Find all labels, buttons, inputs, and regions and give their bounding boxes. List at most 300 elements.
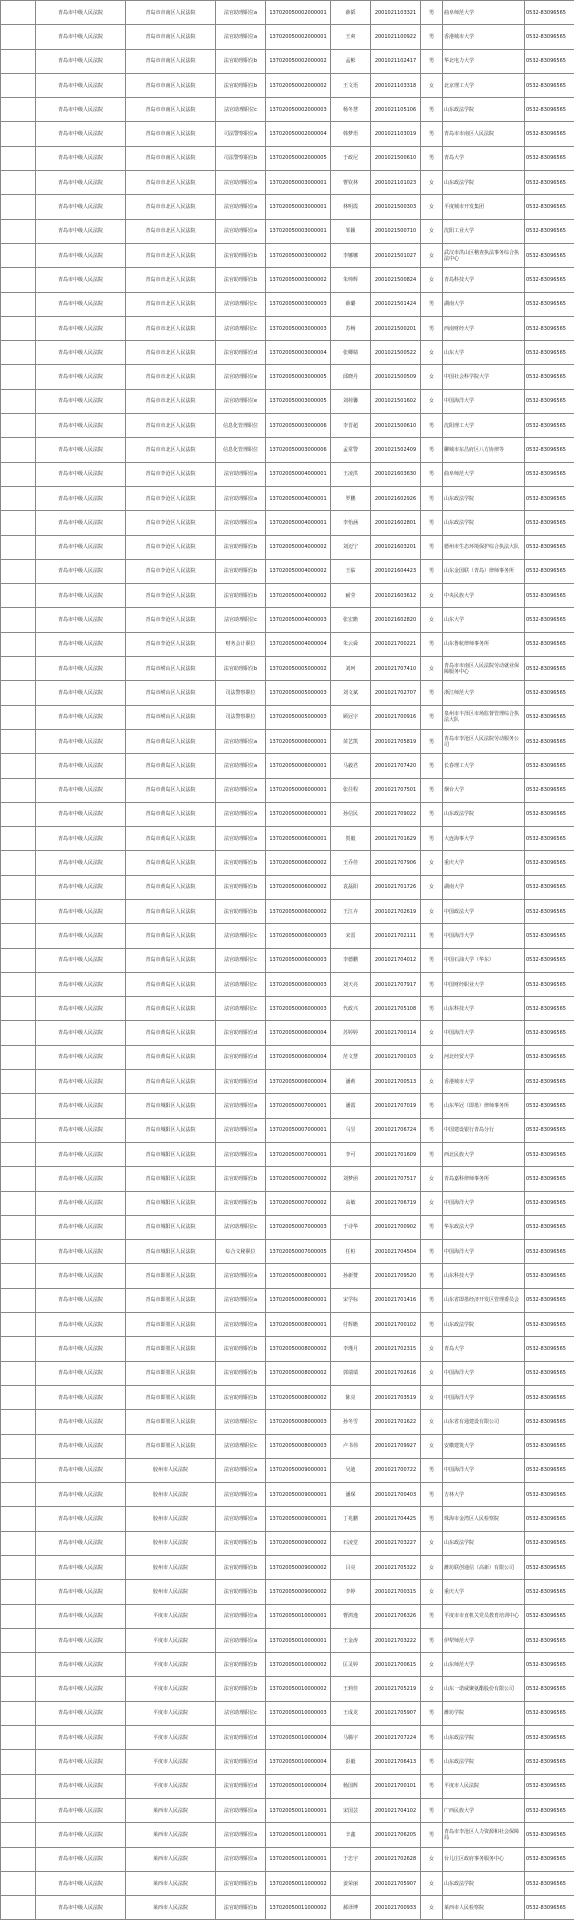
cell-position-name: 司法警察职位a (216, 122, 266, 146)
cell-court-org: 青岛市中级人民法院 (36, 1313, 126, 1337)
cell-position-code: 137020050006000004 (266, 1045, 331, 1069)
cell-contact-phone: 0532-83096565 (525, 778, 574, 802)
cell-position-name: 法官助理职位a (216, 219, 266, 243)
cell-school-employer: 山东一诺威聚氨酯股份有限公司 (443, 1677, 525, 1701)
cell-position-name: 法官助理职位a (216, 1604, 266, 1628)
cell-court-name: 青岛市城阳区人民法院 (126, 1191, 216, 1215)
cell-gender: 男 (421, 1774, 443, 1798)
cell-candidate-name: 马腾宇 (331, 1726, 371, 1750)
cell-blank (1, 1410, 36, 1434)
table-row (1, 1701, 574, 1725)
cell-exam-number: 2001021703519 (371, 1385, 421, 1409)
table-row (1, 49, 574, 73)
cell-court-name: 平度市人民法院 (126, 1604, 216, 1628)
cell-candidate-name: 刘文斌 (331, 681, 371, 705)
cell-court-org: 青岛市中级人民法院 (36, 1215, 126, 1239)
cell-contact-phone: 0532-83096565 (525, 1240, 574, 1264)
cell-blank (1, 1483, 36, 1507)
cell-position-name: 法官助理职位b (216, 1896, 266, 1920)
cell-candidate-name: 郭瑞瑞 (331, 1361, 371, 1385)
cell-candidate-name: 张茌程 (331, 778, 371, 802)
cell-exam-number: 2001021704102 (371, 1798, 421, 1822)
cell-school-employer: 烟台大学 (443, 778, 525, 802)
cell-exam-number: 2001021705219 (371, 1677, 421, 1701)
cell-blank (1, 1750, 36, 1774)
cell-contact-phone: 0532-83096565 (525, 195, 574, 219)
cell-position-name: 法官助理职位d (216, 341, 266, 365)
cell-school-employer: 武汉市洪山区稽查执法事务综合执法中心 (443, 243, 525, 267)
table-row (1, 1, 574, 25)
cell-candidate-name: 刘荷馨 (331, 389, 371, 413)
table-row (1, 1531, 574, 1555)
cell-position-name: 司法警察职位b (216, 146, 266, 170)
cell-blank (1, 1871, 36, 1895)
cell-court-name: 青岛市市北区人民法院 (126, 243, 216, 267)
cell-position-name: 法官助理职位c (216, 997, 266, 1021)
table-row (1, 875, 574, 899)
cell-blank (1, 559, 36, 583)
cell-gender: 男 (421, 1798, 443, 1822)
cell-exam-number: 2001021500509 (371, 365, 421, 389)
cell-gender: 女 (421, 219, 443, 243)
cell-candidate-name: 朱云舜 (331, 632, 371, 656)
cell-candidate-name: 宋国芸 (331, 1798, 371, 1822)
cell-court-org: 青岛市中级人民法院 (36, 1094, 126, 1118)
cell-position-name: 法官助理职位a (216, 171, 266, 195)
cell-exam-number: 2001021500201 (371, 316, 421, 340)
cell-court-name: 青岛市城阳区人民法院 (126, 1167, 216, 1191)
cell-court-org: 青岛市中级人民法院 (36, 972, 126, 996)
cell-school-employer: 平度城市开发集团 (443, 195, 525, 219)
cell-blank (1, 1896, 36, 1920)
cell-school-employer: 聊城市东昌府区八方协律等 (443, 438, 525, 462)
table-row (1, 1871, 574, 1895)
cell-court-name: 青岛市市北区人民法院 (126, 268, 216, 292)
table-row (1, 778, 574, 802)
cell-court-name: 胶州市人民法院 (126, 1580, 216, 1604)
cell-position-name: 法官助理职位b (216, 49, 266, 73)
cell-blank (1, 899, 36, 923)
cell-gender: 男 (421, 729, 443, 753)
table-row (1, 1045, 574, 1069)
cell-exam-number: 2001021702315 (371, 1337, 421, 1361)
cell-position-code: 137020050006000004 (266, 1070, 331, 1094)
table-row (1, 1385, 574, 1409)
cell-position-name: 法官助理职位a (216, 1264, 266, 1288)
cell-exam-number: 2001021603612 (371, 584, 421, 608)
cell-position-name: 法官助理职位a (216, 1458, 266, 1482)
cell-gender: 男 (421, 122, 443, 146)
cell-exam-number: 2001021700103 (371, 1045, 421, 1069)
cell-exam-number: 2001021707501 (371, 778, 421, 802)
cell-position-name: 法官助理职位a (216, 729, 266, 753)
cell-exam-number: 2001021703227 (371, 1531, 421, 1555)
cell-contact-phone: 0532-83096565 (525, 705, 574, 729)
cell-exam-number: 2001021501602 (371, 389, 421, 413)
cell-position-code: 137020050006000003 (266, 997, 331, 1021)
cell-blank (1, 1434, 36, 1458)
cell-position-code: 137020050006000001 (266, 754, 331, 778)
cell-exam-number: 2001021706413 (371, 1750, 421, 1774)
cell-school-employer: 山东科技大学 (443, 997, 525, 1021)
cell-position-name: 法官助理职位d (216, 1750, 266, 1774)
cell-exam-number: 2001021707420 (371, 754, 421, 778)
cell-gender: 男 (421, 1604, 443, 1628)
cell-position-code: 137020050010000001 (266, 1628, 331, 1652)
cell-contact-phone: 0532-83096565 (525, 997, 574, 1021)
cell-position-name: 法官助理职位c (216, 1434, 266, 1458)
cell-school-employer: 山东大学 (443, 341, 525, 365)
cell-gender: 女 (421, 341, 443, 365)
cell-gender: 女 (421, 389, 443, 413)
cell-exam-number: 2001021701726 (371, 875, 421, 899)
cell-candidate-name: 刘梦函 (331, 1167, 371, 1191)
table-row (1, 414, 574, 438)
cell-court-org: 青岛市中级人民法院 (36, 1434, 126, 1458)
cell-candidate-name: 丁兆鹏 (331, 1507, 371, 1531)
cell-court-name: 平度市人民法院 (126, 1750, 216, 1774)
cell-court-org: 青岛市中级人民法院 (36, 171, 126, 195)
cell-position-code: 137020050009000001 (266, 1483, 331, 1507)
cell-court-org: 青岛市中级人民法院 (36, 632, 126, 656)
cell-school-employer: 安徽建筑大学 (443, 1434, 525, 1458)
cell-blank (1, 681, 36, 705)
cell-gender: 女 (421, 1410, 443, 1434)
cell-blank (1, 1021, 36, 1045)
cell-court-name: 青岛市李沧区人民法院 (126, 584, 216, 608)
cell-candidate-name: 潘霞 (331, 1094, 371, 1118)
cell-exam-number: 2001021701609 (371, 1142, 421, 1166)
cell-position-code: 137020050010000003 (266, 1701, 331, 1725)
table-row (1, 1264, 574, 1288)
cell-exam-number: 2001021706724 (371, 1118, 421, 1142)
cell-court-name: 平度市人民法院 (126, 1774, 216, 1798)
cell-court-org: 青岛市中级人民法院 (36, 1, 126, 25)
cell-position-code: 137020050007000002 (266, 1191, 331, 1215)
cell-position-name: 法官助理职位a (216, 1847, 266, 1871)
cell-contact-phone: 0532-83096565 (525, 1677, 574, 1701)
cell-position-code: 137020050003000001 (266, 219, 331, 243)
cell-position-code: 137020050011000001 (266, 1847, 331, 1871)
cell-position-name: 法官助理职位e (216, 389, 266, 413)
cell-school-employer: 华东政法大学 (443, 1215, 525, 1239)
cell-position-code: 137020050008000002 (266, 1385, 331, 1409)
table-row (1, 1896, 574, 1920)
cell-court-org: 青岛市中级人民法院 (36, 535, 126, 559)
cell-court-org: 青岛市中级人民法院 (36, 1580, 126, 1604)
table-row (1, 1556, 574, 1580)
cell-blank (1, 1774, 36, 1798)
cell-school-employer: 山东政法学院 (443, 1531, 525, 1555)
table-row (1, 1313, 574, 1337)
table-row (1, 511, 574, 535)
cell-position-name: 法官助理职位a (216, 754, 266, 778)
cell-court-name: 青岛市李沧区人民法院 (126, 535, 216, 559)
cell-exam-number: 2001021700315 (371, 1580, 421, 1604)
table-row (1, 827, 574, 851)
cell-court-org: 青岛市中级人民法院 (36, 997, 126, 1021)
cell-gender: 男 (421, 559, 443, 583)
cell-position-name: 法官助理职位a (216, 802, 266, 826)
cell-candidate-name: 薛韬 (331, 1, 371, 25)
cell-gender: 女 (421, 1677, 443, 1701)
cell-court-name: 青岛市黄岛区人民法院 (126, 1021, 216, 1045)
cell-candidate-name: 卢书伟 (331, 1434, 371, 1458)
cell-blank (1, 972, 36, 996)
cell-court-name: 青岛市市南区人民法院 (126, 73, 216, 97)
cell-court-name: 青岛市即墨区人民法院 (126, 1385, 216, 1409)
cell-contact-phone: 0532-83096565 (525, 1288, 574, 1312)
cell-gender: 女 (421, 1021, 443, 1045)
cell-court-org: 青岛市中级人民法院 (36, 1798, 126, 1822)
cell-contact-phone: 0532-83096565 (525, 1531, 574, 1555)
cell-position-code: 137020050007000001 (266, 1142, 331, 1166)
cell-court-name: 青岛市黄岛区人民法院 (126, 827, 216, 851)
cell-gender: 女 (421, 1556, 443, 1580)
cell-position-name: 法官助理职位a (216, 1094, 266, 1118)
table-row (1, 997, 574, 1021)
cell-school-employer: 河北经贸大学 (443, 1045, 525, 1069)
cell-position-code: 137020050008000002 (266, 1361, 331, 1385)
cell-candidate-name: 宋雷 (331, 924, 371, 948)
cell-blank (1, 1798, 36, 1822)
table-row (1, 1580, 574, 1604)
cell-school-employer: 山东政法学院 (443, 486, 525, 510)
cell-court-name: 青岛市黄岛区人民法院 (126, 924, 216, 948)
cell-position-name: 法官助理职位b (216, 1871, 266, 1895)
cell-position-code: 137020050003000003 (266, 292, 331, 316)
cell-contact-phone: 0532-83096565 (525, 972, 574, 996)
cell-blank (1, 219, 36, 243)
cell-school-employer: 山东政法学院 (443, 1871, 525, 1895)
cell-position-code: 137020050003000005 (266, 389, 331, 413)
cell-position-code: 137020050010000004 (266, 1726, 331, 1750)
cell-candidate-name: 刘珂 (331, 657, 371, 681)
cell-gender: 男 (421, 1483, 443, 1507)
cell-position-name: 法官助理职位e (216, 365, 266, 389)
cell-school-employer: 湖南大学 (443, 292, 525, 316)
cell-court-name: 青岛市市北区人民法院 (126, 316, 216, 340)
table-row (1, 1458, 574, 1482)
table-row (1, 1361, 574, 1385)
cell-position-code: 137020050009000002 (266, 1556, 331, 1580)
cell-candidate-name: 吴迪 (331, 1458, 371, 1482)
cell-contact-phone: 0532-83096565 (525, 1361, 574, 1385)
cell-school-employer: 莱西市人民检察院 (443, 1896, 525, 1920)
cell-position-code: 137020050004000001 (266, 462, 331, 486)
table-row (1, 341, 574, 365)
cell-contact-phone: 0532-83096565 (525, 1215, 574, 1239)
cell-exam-number: 2001021707906 (371, 851, 421, 875)
cell-exam-number: 2001021101023 (371, 171, 421, 195)
cell-court-name: 青岛市李沧区人民法院 (126, 462, 216, 486)
cell-position-name: 法官助理职位b (216, 851, 266, 875)
cell-court-org: 青岛市中级人民法院 (36, 1458, 126, 1482)
cell-position-name: 法官助理职位b (216, 1385, 266, 1409)
cell-gender: 女 (421, 171, 443, 195)
cell-candidate-name: 李婷 (331, 1580, 371, 1604)
cell-school-employer: 泉州市丰泽区市场监督管理综合执法大队 (443, 705, 525, 729)
cell-court-org: 青岛市中级人民法院 (36, 1531, 126, 1555)
cell-contact-phone: 0532-83096565 (525, 851, 574, 875)
cell-blank (1, 1507, 36, 1531)
cell-school-employer: 山东政法学院 (443, 98, 525, 122)
cell-school-employer: 曲阜师范大学 (443, 462, 525, 486)
table-row (1, 1847, 574, 1871)
cell-blank (1, 98, 36, 122)
cell-position-name: 法官助理职位c (216, 1701, 266, 1725)
cell-exam-number: 2001021103019 (371, 122, 421, 146)
cell-gender: 男 (421, 1240, 443, 1264)
cell-court-org: 青岛市中级人民法院 (36, 802, 126, 826)
cell-contact-phone: 0532-83096565 (525, 1507, 574, 1531)
cell-position-name: 法官助理职位c (216, 608, 266, 632)
cell-position-code: 137020050003000006 (266, 414, 331, 438)
cell-exam-number: 2001021702616 (371, 1361, 421, 1385)
cell-candidate-name: 孟常警 (331, 438, 371, 462)
cell-court-org: 青岛市中级人民法院 (36, 1604, 126, 1628)
cell-position-name: 法官助理职位b (216, 1167, 266, 1191)
cell-contact-phone: 0532-83096565 (525, 268, 574, 292)
cell-exam-number: 2001021705108 (371, 997, 421, 1021)
table-row (1, 1604, 574, 1628)
cell-position-name: 法官助理职位b (216, 535, 266, 559)
cell-contact-phone: 0532-83096565 (525, 1094, 574, 1118)
cell-blank (1, 1653, 36, 1677)
cell-blank (1, 632, 36, 656)
cell-school-employer: 中国财经职业大学 (443, 972, 525, 996)
cell-candidate-name: 朱帅辉 (331, 268, 371, 292)
cell-position-name: 司法警察职位 (216, 705, 266, 729)
cell-court-org: 青岛市中级人民法院 (36, 438, 126, 462)
cell-court-org: 青岛市中级人民法院 (36, 365, 126, 389)
cell-gender: 男 (421, 98, 443, 122)
cell-blank (1, 73, 36, 97)
cell-position-name: 法官助理职位b (216, 1337, 266, 1361)
cell-blank (1, 389, 36, 413)
cell-contact-phone: 0532-83096565 (525, 414, 574, 438)
cell-exam-number: 2001021700722 (371, 1458, 421, 1482)
cell-candidate-name: 于忠宇 (331, 1847, 371, 1871)
cell-court-name: 青岛市即墨区人民法院 (126, 1313, 216, 1337)
cell-contact-phone: 0532-83096565 (525, 1604, 574, 1628)
cell-position-code: 137020050010000001 (266, 1604, 331, 1628)
cell-contact-phone: 0532-83096565 (525, 1410, 574, 1434)
cell-blank (1, 1701, 36, 1725)
cell-exam-number: 2001021707410 (371, 657, 421, 681)
cell-blank (1, 608, 36, 632)
table-row (1, 122, 574, 146)
table-row (1, 243, 574, 267)
cell-position-name: 法官助理职位c (216, 292, 266, 316)
cell-position-code: 137020050002000003 (266, 98, 331, 122)
cell-position-code: 137020050007000002 (266, 1167, 331, 1191)
cell-contact-phone: 0532-83096565 (525, 1434, 574, 1458)
cell-court-org: 青岛市中级人民法院 (36, 899, 126, 923)
cell-gender: 男 (421, 802, 443, 826)
cell-position-name: 司法警察职位 (216, 681, 266, 705)
cell-position-name: 法官助理职位a (216, 827, 266, 851)
cell-court-org: 青岛市中级人民法院 (36, 1070, 126, 1094)
cell-candidate-name: 王文语 (331, 73, 371, 97)
cell-gender: 男 (421, 1215, 443, 1239)
cell-school-employer: 山东科技大学 (443, 1264, 525, 1288)
cell-court-org: 青岛市中级人民法院 (36, 729, 126, 753)
cell-court-name: 青岛市市北区人民法院 (126, 219, 216, 243)
cell-candidate-name: 王金涛 (331, 1628, 371, 1652)
cell-gender: 男 (421, 1701, 443, 1725)
cell-gender: 男 (421, 1118, 443, 1142)
cell-contact-phone: 0532-83096565 (525, 243, 574, 267)
cell-position-code: 137020050006000004 (266, 1021, 331, 1045)
cell-court-org: 青岛市中级人民法院 (36, 827, 126, 851)
cell-court-org: 青岛市中级人民法院 (36, 1871, 126, 1895)
cell-candidate-name: 林明霞 (331, 195, 371, 219)
cell-contact-phone: 0532-83096565 (525, 1021, 574, 1045)
cell-gender: 男 (421, 1507, 443, 1531)
cell-school-employer: 青岛市李沧区人力资源和社会保障局 (443, 1823, 525, 1847)
cell-blank (1, 1847, 36, 1871)
cell-candidate-name: 匡灵婷 (331, 1653, 371, 1677)
cell-school-employer: 重庆大学 (443, 1580, 525, 1604)
cell-exam-number: 2001021603201 (371, 535, 421, 559)
cell-gender: 女 (421, 657, 443, 681)
cell-court-name: 青岛市市北区人民法院 (126, 414, 216, 438)
cell-contact-phone: 0532-83096565 (525, 1847, 574, 1871)
table-row (1, 899, 574, 923)
cell-blank (1, 1191, 36, 1215)
cell-gender: 男 (421, 1, 443, 25)
cell-court-name: 平度市人民法院 (126, 1701, 216, 1725)
cell-court-name: 青岛市黄岛区人民法院 (126, 729, 216, 753)
cell-school-employer: 曲阜师范大学 (443, 1, 525, 25)
cell-court-name: 青岛市李沧区人民法院 (126, 608, 216, 632)
cell-gender: 女 (421, 365, 443, 389)
cell-court-name: 青岛市城阳区人民法院 (126, 1142, 216, 1166)
cell-position-name: 法官助理职位b (216, 1361, 266, 1385)
cell-court-name: 青岛市市南区人民法院 (126, 98, 216, 122)
cell-court-name: 青岛市李沧区人民法院 (126, 559, 216, 583)
cell-blank (1, 1556, 36, 1580)
cell-exam-number: 2001021700916 (371, 705, 421, 729)
cell-exam-number: 2001021707917 (371, 972, 421, 996)
cell-court-name: 青岛市崂山区人民法院 (126, 657, 216, 681)
cell-exam-number: 2001021705819 (371, 729, 421, 753)
cell-court-org: 青岛市中级人民法院 (36, 1337, 126, 1361)
cell-school-employer: 山东政法学院 (443, 511, 525, 535)
cell-position-code: 137020050004000001 (266, 486, 331, 510)
cell-position-name: 法官助理职位b (216, 1556, 266, 1580)
cell-position-name: 法官助理职位a (216, 1288, 266, 1312)
cell-blank (1, 754, 36, 778)
cell-position-name: 法官助理职位a (216, 1142, 266, 1166)
table-row (1, 948, 574, 972)
cell-candidate-name: 贺毅 (331, 827, 371, 851)
cell-position-name: 法官助理职位c (216, 972, 266, 996)
cell-candidate-name: 顾冠宇 (331, 705, 371, 729)
cell-court-name: 胶州市人民法院 (126, 1507, 216, 1531)
cell-court-org: 青岛市中级人民法院 (36, 1750, 126, 1774)
cell-gender: 女 (421, 1191, 443, 1215)
cell-blank (1, 365, 36, 389)
cell-position-code: 137020050006000003 (266, 972, 331, 996)
cell-exam-number: 2001021500610 (371, 414, 421, 438)
cell-gender: 男 (421, 681, 443, 705)
cell-candidate-name: 李怡涵 (331, 511, 371, 535)
cell-court-org: 青岛市中级人民法院 (36, 1361, 126, 1385)
cell-school-employer: 沈阳工业大学 (443, 219, 525, 243)
cell-contact-phone: 0532-83096565 (525, 1385, 574, 1409)
